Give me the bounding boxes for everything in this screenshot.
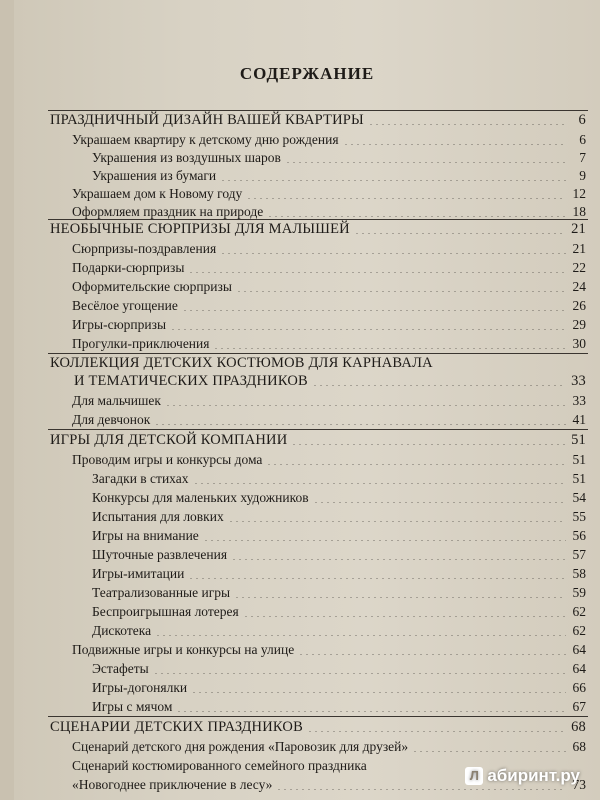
toc-item (72, 738, 586, 756)
toc-section-title: СЦЕНАРИИ ДЕТСКИХ ПРАЗДНИКОВ (50, 719, 303, 735)
toc-page-number: 51 (572, 471, 586, 486)
toc-section-3-line-2 (74, 372, 586, 390)
toc-page-number: 56 (572, 528, 586, 543)
toc-page-number: 21 (572, 241, 586, 256)
toc-item (92, 584, 586, 602)
dot-leader (368, 124, 566, 125)
toc-item-title: Дискотека (92, 623, 152, 638)
toc-item-title: Проводим игры и конкурсы дома (72, 452, 263, 467)
toc-item (72, 451, 586, 469)
toc-item (72, 259, 586, 277)
section-divider (48, 429, 588, 430)
table-of-contents (14, 0, 600, 800)
dot-leader (182, 310, 566, 311)
dot-leader (191, 692, 566, 693)
toc-item-title: Весёлое угощение (72, 298, 178, 313)
toc-page-number: 57 (572, 547, 586, 562)
dot-leader (312, 385, 566, 386)
dot-leader (234, 597, 566, 598)
toc-section-title: ИГРЫ ДЛЯ ДЕТСКОЙ КОМПАНИИ (50, 432, 288, 448)
toc-page-number: 7 (579, 150, 586, 165)
toc-page-number: 22 (572, 260, 586, 275)
watermark-text: абиринт.ру (487, 766, 580, 785)
dot-leader (276, 789, 566, 790)
toc-section-2 (50, 220, 586, 238)
dot-leader (213, 348, 566, 349)
toc-item (92, 527, 586, 545)
toc-item-title: Сценарий детского дня рождения «Паровозик для друзей» (72, 739, 409, 754)
toc-page-number: 51 (572, 452, 586, 467)
toc-item-title: Игры-имитации (92, 566, 185, 581)
toc-item-title: Театрализованные игры (92, 585, 231, 600)
toc-page-number: 29 (572, 317, 586, 332)
toc-item-title: Для мальчишек (72, 393, 161, 408)
toc-item-title: Эстафеты (92, 661, 149, 676)
toc-page-number: 59 (572, 585, 586, 600)
dot-leader (153, 673, 566, 674)
toc-item (72, 297, 586, 315)
toc-item (72, 316, 586, 334)
dot-leader (354, 233, 566, 234)
toc-page-number: 18 (572, 204, 586, 219)
toc-item-title: Прогулки-приключения (72, 336, 210, 351)
toc-item-title: Игры на внимание (92, 528, 199, 543)
dot-leader (193, 483, 567, 484)
toc-page-number: 21 (571, 221, 586, 237)
dot-leader (188, 578, 566, 579)
dot-leader (243, 616, 566, 617)
toc-item-title: Подвижные игры и конкурсы на улице (72, 642, 295, 657)
toc-page-number: 33 (572, 393, 586, 408)
dot-leader (220, 180, 566, 181)
toc-item-title: Для девчонок (72, 412, 151, 427)
dot-leader (313, 502, 566, 503)
toc-item-title: Конкурсы для маленьких художников (92, 490, 309, 505)
dot-leader (228, 521, 566, 522)
toc-page-number: 64 (572, 642, 586, 657)
dot-leader (155, 635, 566, 636)
dot-leader (170, 329, 566, 330)
dot-leader (188, 272, 566, 273)
dot-leader (307, 731, 566, 732)
dot-leader (267, 216, 566, 217)
toc-item-title: Беспроигрышная лотерея (92, 604, 239, 619)
watermark (465, 766, 580, 786)
labirint-logo-icon: Л (465, 767, 483, 785)
toc-page-number: 55 (572, 509, 586, 524)
toc-page-number: 73 (572, 777, 586, 792)
toc-page-number: 62 (572, 623, 586, 638)
dot-leader (165, 405, 566, 406)
toc-item (92, 679, 586, 697)
dot-leader (266, 464, 566, 465)
dot-leader (154, 424, 566, 425)
toc-section-title: НЕОБЫЧНЫЕ СЮРПРИЗЫ ДЛЯ МАЛЫШЕЙ (50, 221, 350, 237)
toc-section-1 (50, 111, 586, 129)
dot-leader (236, 291, 566, 292)
toc-page-number: 58 (572, 566, 586, 581)
toc-item (92, 603, 586, 621)
toc-item-title: Игры-догонялки (92, 680, 188, 695)
toc-page-number: 24 (572, 279, 586, 294)
toc-item (92, 470, 586, 488)
toc-item (72, 185, 586, 203)
toc-section-4 (50, 431, 586, 449)
toc-item (92, 698, 586, 716)
toc-item (72, 411, 586, 429)
toc-item (92, 149, 586, 167)
toc-item (72, 240, 586, 258)
toc-page-number: 66 (572, 680, 586, 695)
toc-item (92, 489, 586, 507)
dot-leader (203, 540, 566, 541)
toc-item (92, 508, 586, 526)
dot-leader (343, 144, 566, 145)
toc-item (92, 622, 586, 640)
dot-leader (285, 162, 566, 163)
toc-page-number: 33 (571, 373, 586, 389)
toc-page-number: 68 (572, 739, 586, 754)
toc-item-title: Сюрпризы-поздравления (72, 241, 217, 256)
dot-leader (246, 198, 566, 199)
toc-item (92, 546, 586, 564)
toc-item-title: «Новогоднее приключение в лесу» (72, 777, 273, 792)
toc-page-number: 64 (572, 661, 586, 676)
toc-item (72, 131, 586, 149)
toc-item-title: Украшаем квартиру к детскому дню рождения (72, 132, 339, 147)
toc-page-number: 62 (572, 604, 586, 619)
toc-item (92, 660, 586, 678)
book-page (14, 0, 600, 800)
toc-item-title: Шуточные развлечения (92, 547, 228, 562)
dot-leader (231, 559, 566, 560)
toc-page-number: 30 (572, 336, 586, 351)
toc-page-number: 41 (572, 412, 586, 427)
toc-item (72, 392, 586, 410)
toc-item-title: Испытания для ловких (92, 509, 224, 524)
section-divider (48, 716, 588, 717)
toc-page-number: 6 (579, 132, 586, 147)
dot-leader (176, 711, 566, 712)
dot-leader (220, 253, 566, 254)
dot-leader (291, 444, 566, 445)
toc-item-title: Игры с мячом (92, 699, 173, 714)
toc-page-number: 68 (571, 719, 586, 735)
toc-page-number: 6 (578, 112, 586, 128)
toc-page-number: 54 (572, 490, 586, 505)
toc-page-number: 9 (579, 168, 586, 183)
toc-item-title: Сценарий костюмированного семейного праздника (72, 758, 367, 773)
toc-page-number: 26 (572, 298, 586, 313)
toc-section-3-line-1 (50, 354, 586, 372)
toc-item (72, 335, 586, 353)
toc-item-title: Украшаем дом к Новому году (72, 186, 243, 201)
dot-leader (412, 751, 566, 752)
toc-item (92, 167, 586, 185)
toc-item-title: Оформляем праздник на природе (72, 204, 264, 219)
toc-item-title: Загадки в стихах (92, 471, 189, 486)
toc-page-number: 51 (571, 432, 586, 448)
toc-item-title: Подарки-сюрпризы (72, 260, 185, 275)
toc-section-title: КОЛЛЕКЦИЯ ДЕТСКИХ КОСТЮМОВ ДЛЯ КАРНАВАЛА (50, 355, 433, 371)
toc-item (92, 565, 586, 583)
toc-page-number: 12 (572, 186, 586, 201)
dot-leader (298, 654, 566, 655)
toc-item (72, 278, 586, 296)
toc-item-title: Украшения из воздушных шаров (92, 150, 281, 165)
toc-section-title: ПРАЗДНИЧНЫЙ ДИЗАЙН ВАШЕЙ КВАРТИРЫ (50, 112, 364, 128)
toc-item-title: Украшения из бумаги (92, 168, 217, 183)
toc-item-title: Оформительские сюрпризы (72, 279, 232, 294)
toc-item-title: Игры-сюрпризы (72, 317, 167, 332)
toc-page-number: 67 (572, 699, 586, 714)
toc-item (72, 641, 586, 659)
page-title: СОДЕРЖАНИЕ (239, 64, 375, 83)
toc-section-title: И ТЕМАТИЧЕСКИХ ПРАЗДНИКОВ (74, 373, 308, 389)
toc-section-5 (50, 718, 586, 736)
